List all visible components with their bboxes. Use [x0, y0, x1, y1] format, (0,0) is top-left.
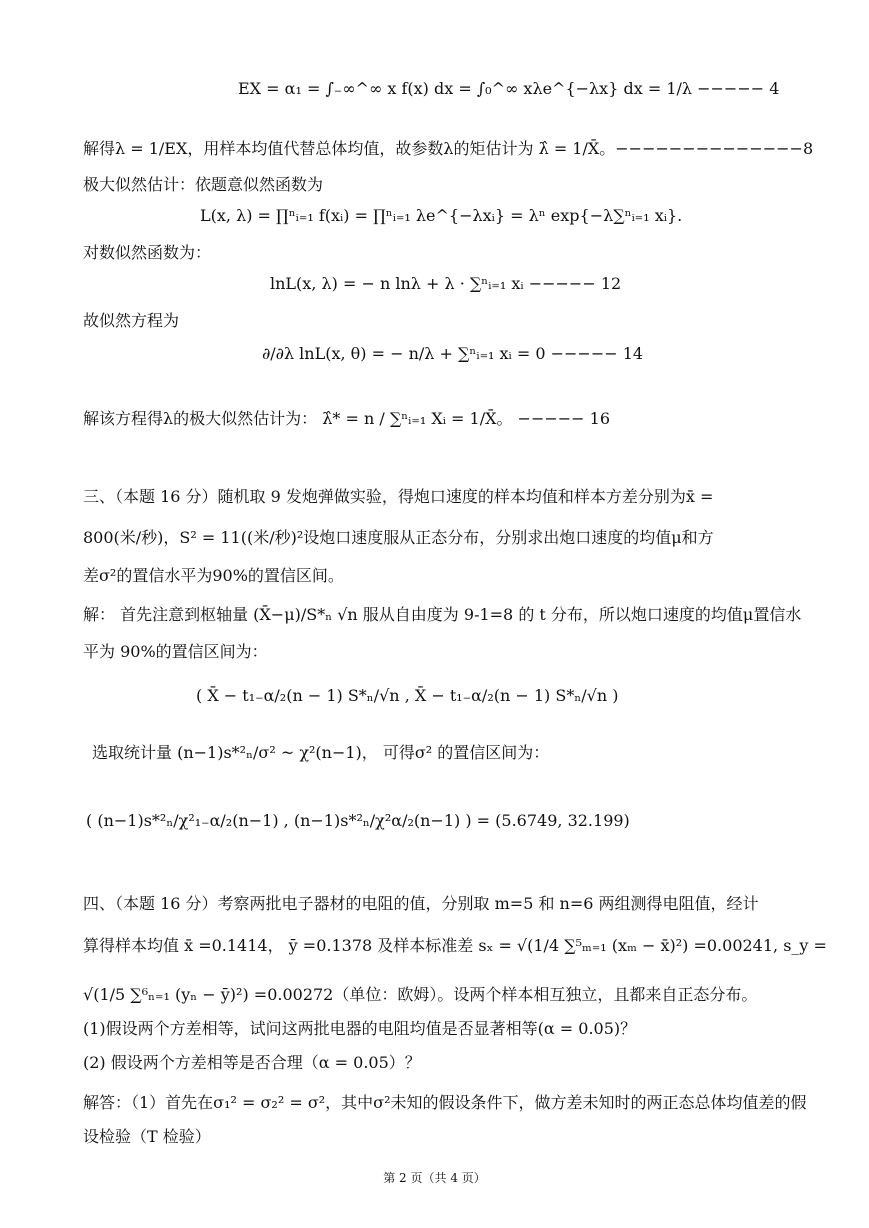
line-3: 极大似然估计：依题意似然函数为: [83, 175, 324, 194]
line-2: 解得λ = 1/EX，用样本均值代替总体均值，故参数λ的矩估计为 λ̂ = 1/X̄。−−−−−−−−−−−−−−8: [83, 139, 814, 158]
line-9: 解该方程得λ的极大似然估计为： λ̂* = n / ∑ⁿᵢ₌₁ Xᵢ = 1/X̄。 −−−−− 16: [83, 409, 611, 428]
line-11: 800(米/秒)，S² = 11((米/秒)²设炮口速度服从正态分布，分别求出炮口速度的均值μ和方: [83, 528, 714, 547]
line-7: 故似然方程为: [83, 311, 180, 330]
line-23: 解答：（1）首先在σ₁² = σ₂² = σ²，其中σ²未知的假设条件下，做方差未知时的两正态总体均值差的假: [83, 1093, 807, 1112]
line-12: 差σ²的置信水平为90%的置信区间。: [83, 566, 344, 585]
line-22: (2) 假设两个方差相等是否合理（α = 0.05）？: [83, 1053, 421, 1072]
line-21: (1)假设两个方差相等，试问这两批电器的电阻均值是否显著相等(α = 0.05)？: [83, 1019, 637, 1038]
line-18: 四、（本题 16 分）考察两批电子器材的电阻的值，分别取 m=5 和 n=6 两组测得电阻值，经计: [83, 894, 759, 913]
page-footer: 第 2 页（共 4 页）: [383, 1171, 486, 1185]
line-10: 三、（本题 16 分）随机取 9 发炮弹做实验，得炮口速度的样本均值和样本方差分别为x̄ =: [83, 487, 714, 506]
line-1: EX = α₁ = ∫₋∞^∞ x f(x) dx = ∫₀^∞ xλe^{−λx} dx = 1/λ −−−−− 4: [238, 79, 780, 98]
line-8: ∂/∂λ lnL(x, θ) = − n/λ + ∑ⁿᵢ₌₁ xᵢ = 0 −−−−− 14: [262, 344, 644, 363]
line-17: ( (n−1)s*²ₙ/χ²₁₋α/₂(n−1) , (n−1)s*²ₙ/χ²α/₂(n−1) ) = (5.6749, 32.199): [86, 811, 630, 830]
line-4: L(x, λ) = ∏ⁿᵢ₌₁ f(xᵢ) = ∏ⁿᵢ₌₁ λe^{−λxᵢ} = λⁿ exp{−λ∑ⁿᵢ₌₁ xᵢ}.: [200, 206, 683, 225]
line-20: √(1/5 ∑⁶ₙ₌₁ (yₙ − ȳ)²) =0.00272（单位：欧姆）。设两个样本相互独立，且都来自正态分布。: [83, 985, 758, 1004]
line-13: 解： 首先注意到枢轴量 (X̄−μ)/S*ₙ √n 服从自由度为 9-1=8 的 t 分布，所以炮口速度的均值μ置信水: [83, 605, 802, 624]
line-24: 设检验（T 检验）: [83, 1127, 211, 1146]
line-6: lnL(x, λ) = − n lnλ + λ · ∑ⁿᵢ₌₁ xᵢ −−−−− 12: [270, 274, 622, 293]
line-16: 选取统计量 (n−1)s*²ₙ/σ² ~ χ²(n−1)， 可得σ² 的置信区间为：: [92, 743, 550, 762]
line-5: 对数似然函数为：: [83, 243, 212, 262]
line-19: 算得样本均值 x̄ =0.1414， ȳ =0.1378 及样本标准差 sₓ = √(1/4 ∑⁵ₘ₌₁ (xₘ − x̄)²) =0.00241, s_y =: [83, 936, 827, 955]
line-14: 平为 90%的置信区间为：: [83, 642, 268, 661]
line-15: ( X̄ − t₁₋α/₂(n − 1) S*ₙ/√n , X̄ − t₁₋α/₂(n − 1) S*ₙ/√n ): [196, 686, 619, 705]
